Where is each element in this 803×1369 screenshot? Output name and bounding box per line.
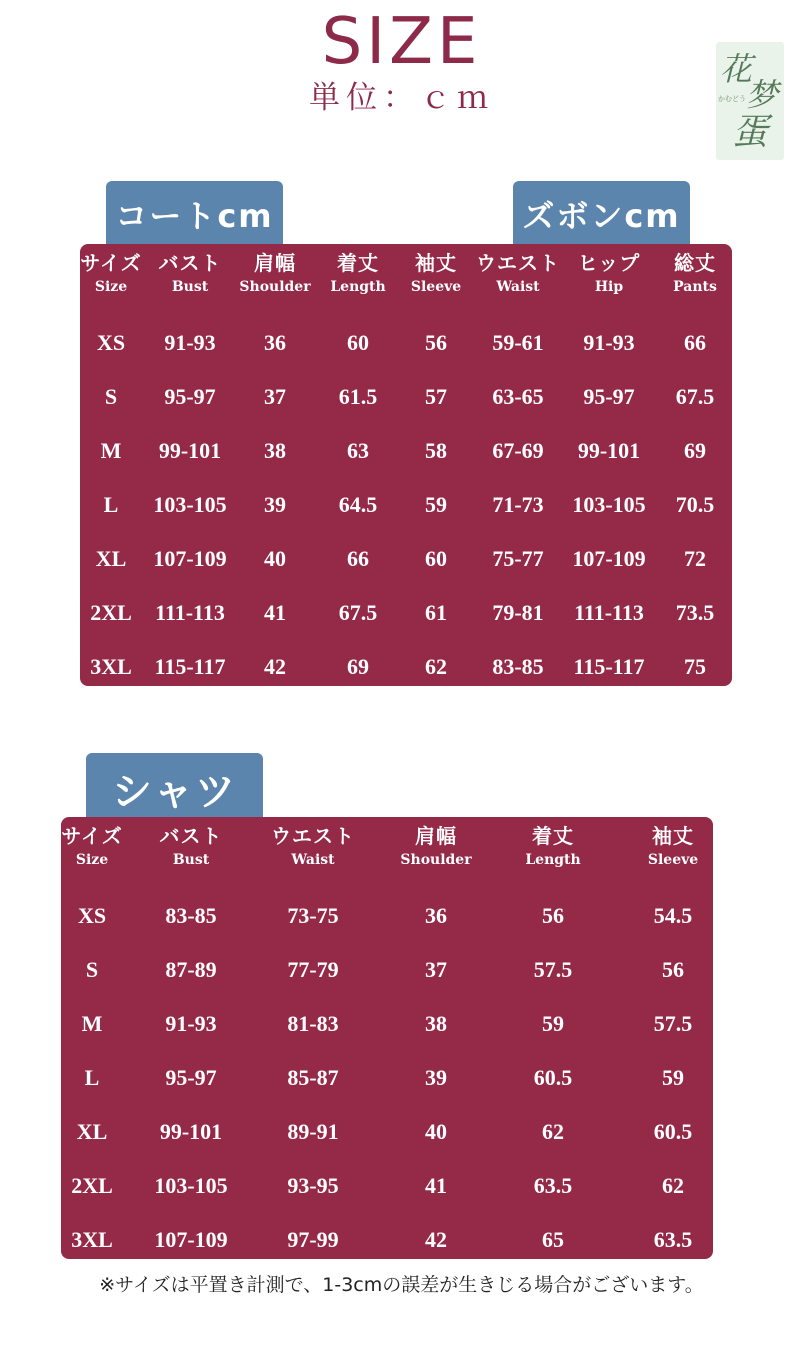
table-cell: 40 [425,1119,447,1144]
table-cell: 70.5 [675,492,715,517]
table-cell: 75 [684,654,706,679]
table-cell: 67-69 [492,438,544,463]
size-label: 2XL [71,1173,113,1198]
column-header-en: Shoulder [400,852,472,868]
table-cell: 59 [662,1065,684,1090]
column-header-en: Length [330,279,386,295]
column-header: 肩幅 [415,824,457,848]
column-header-en: Bust [171,279,209,295]
brand-logo [716,42,784,160]
logo-glyph: 梦 [746,76,779,114]
table-cell: 36 [264,330,286,355]
size-label: 3XL [71,1227,113,1252]
table-cell: 38 [425,1011,447,1036]
table-cell: 99-101 [577,438,641,463]
table-cell: 40 [264,546,286,571]
table-cell: 60.5 [653,1119,693,1144]
table-cell: 63.5 [533,1173,573,1198]
size-label: S [85,957,99,982]
table-cell: 99-101 [158,438,222,463]
table-cell: 111-113 [155,600,225,625]
table-cell: 61 [425,600,447,625]
column-header-en: Hip [594,279,624,295]
table-cell: 63.5 [653,1227,693,1252]
column-header: ウエスト [271,824,355,848]
logo-reading: かむどう [718,95,746,103]
table-cell: 38 [264,438,286,463]
column-header: ウエスト [476,251,560,275]
size-label: M [81,1011,103,1036]
table-cell: 41 [425,1173,447,1198]
column-header-en: Sleeve [410,279,462,295]
column-header: 袖丈 [415,251,457,275]
table-cell: 63 [347,438,369,463]
column-header: 袖丈 [652,824,694,848]
table-cell: 103-105 [153,492,227,517]
table-cell: 103-105 [154,1173,228,1198]
table-cell: 72 [684,546,706,571]
table-cell: 73.5 [675,600,715,625]
table-cell: 65 [542,1227,564,1252]
table-cell: 54.5 [653,903,693,928]
measurement-note: ※サイズは平置き計測で、1-3cmの誤差が生きじる場合がございます。 [99,1274,704,1296]
size-label: L [84,1065,100,1090]
table-cell: 89-91 [287,1119,339,1144]
column-header: 肩幅 [254,251,296,275]
table-cell: 62 [662,1173,684,1198]
table-cell: 85-87 [287,1065,339,1090]
table-cell: 81-83 [287,1011,339,1036]
table-cell: 83-85 [492,654,544,679]
column-header: 着丈 [532,824,574,848]
table-cell: 37 [425,957,447,982]
table-cell: 91-93 [583,330,635,355]
column-header-en: Sleeve [647,852,699,868]
size-label: 2XL [90,600,132,625]
table-cell: 60 [425,546,447,571]
table-cell: 66 [347,546,369,571]
table-cell: 56 [425,330,447,355]
table-cell: 107-109 [153,546,227,571]
table-cell: 67.5 [675,384,715,409]
size-label: XS [96,330,126,355]
table-cell: 57.5 [533,957,573,982]
size-label: XL [76,1119,108,1144]
table-cell: 99-101 [159,1119,223,1144]
table-cell: 93-95 [287,1173,339,1198]
coat-pants-size-table [80,244,732,686]
table-cell: 83-85 [165,903,217,928]
table-cell: 59 [542,1011,564,1036]
size-label: XL [95,546,127,571]
column-header-en: Bust [172,852,210,868]
table-cell: 115-117 [154,654,226,679]
table-cell: 73-75 [287,903,339,928]
column-header-en: Waist [496,279,540,295]
table-cell: 59-61 [492,330,544,355]
table-cell: 111-113 [574,600,644,625]
table-cell: 91-93 [164,330,216,355]
size-label: 3XL [90,654,132,679]
table-cell: 62 [542,1119,564,1144]
column-header: バスト [159,824,223,848]
table-cell: 60.5 [533,1065,573,1090]
table-cell: 75-77 [492,546,544,571]
column-header: サイズ [61,824,123,848]
table-cell: 87-89 [165,957,217,982]
size-label: XS [77,903,107,928]
column-header-en: Pants [673,279,717,295]
table-cell: 57.5 [653,1011,693,1036]
table-cell: 57 [425,384,447,409]
column-header-en: Size [94,279,128,295]
table-cell: 67.5 [338,600,378,625]
table-cell: 95-97 [164,384,216,409]
shirt-section-tab: シャツ [86,753,263,823]
table-cell: 69 [684,438,706,463]
table-cell: 42 [425,1227,447,1252]
unit-label: 単位：ｃｍ [309,80,494,116]
table-cell: 77-79 [287,957,339,982]
table-cell: 64.5 [338,492,378,517]
table-cell: 42 [264,654,286,679]
table-cell: 58 [425,438,447,463]
table-cell: 66 [684,330,706,355]
table-cell: 107-109 [154,1227,228,1252]
table-cell: 59 [425,492,447,517]
table-cell: 97-99 [287,1227,339,1252]
size-label: L [103,492,119,517]
table-cell: 56 [662,957,684,982]
shirt-size-table [61,817,713,1259]
column-header-en: Length [525,852,581,868]
column-header: バスト [158,251,222,275]
column-header: サイズ [80,251,142,275]
size-label: M [100,438,122,463]
table-cell: 63-65 [492,384,544,409]
table-cell: 56 [542,903,564,928]
column-header-en: Size [75,852,109,868]
table-cell: 95-97 [583,384,635,409]
table-cell: 39 [425,1065,447,1090]
table-cell: 61.5 [338,384,378,409]
logo-glyph: 蛋 [732,112,769,153]
table-cell: 103-105 [572,492,646,517]
table-cell: 39 [264,492,286,517]
table-cell: 37 [264,384,286,409]
coat-section-tab: コートcm [106,181,283,247]
table-cell: 91-93 [165,1011,217,1036]
table-cell: 60 [347,330,369,355]
pants-section-tab: ズボンcm [513,181,690,247]
column-header: 着丈 [337,251,379,275]
size-label: S [104,384,118,409]
table-cell: 41 [264,600,286,625]
table-cell: 95-97 [165,1065,217,1090]
table-cell: 79-81 [492,600,544,625]
column-header-en: Shoulder [239,279,311,295]
table-cell: 69 [347,654,369,679]
column-header: ヒップ [577,251,641,275]
column-header-en: Waist [291,852,335,868]
table-cell: 71-73 [492,492,544,517]
table-cell: 36 [425,903,447,928]
table-cell: 62 [425,654,447,679]
table-cell: 107-109 [572,546,646,571]
logo-glyph: 花 [720,50,753,88]
column-header: 総丈 [674,251,716,275]
table-cell: 115-117 [573,654,645,679]
page-title: SIZE [321,5,482,79]
